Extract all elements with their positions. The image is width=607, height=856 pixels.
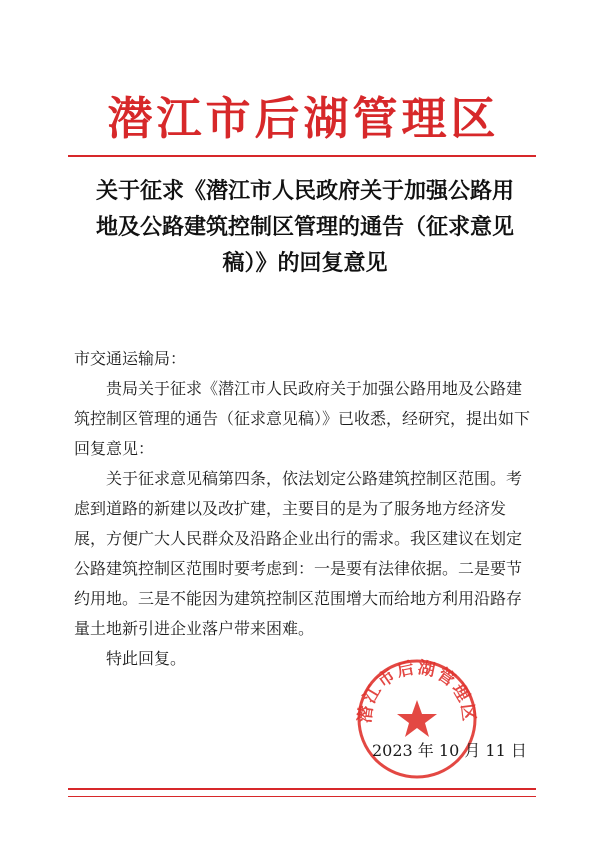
header-divider xyxy=(68,155,536,157)
title-line: 地及公路建筑控制区管理的通告（征求意见 xyxy=(95,215,514,240)
document-body xyxy=(74,344,534,674)
footer-divider-thin xyxy=(68,796,536,797)
title-line: 稿）》的回复意见 xyxy=(222,251,388,276)
addressee: 市交通运输局： xyxy=(74,349,187,368)
closing-remark: 特此回复。 xyxy=(106,649,187,668)
svg-text:潜江市后湖管理区: 潜江市后湖管理区 xyxy=(355,658,479,725)
document-date: 2023 年 10 月 11 日 xyxy=(372,741,527,760)
footer-divider xyxy=(68,788,536,790)
org-header-title: 潜江市后湖管理区 xyxy=(107,92,500,145)
document-title xyxy=(60,174,550,282)
paragraph-intro: 贵局关于征求《潜江市人民政府关于加强公路用地及公路建筑控制区管理的通告（征求意见稿）》已收悉，经研究，提出如下回复意见： xyxy=(74,379,531,458)
paragraph-opinion: 关于征求意见稿第四条，依法划定公路建筑控制区范围。考虑到道路的新建以及改扩建，主要目的是为了服务地方经济发展，方便广大人民群众及沿路企业出行的需求。我区建议在划定公路建筑控制区范围时要考虑到：一是要有法律依据。二是要节约用地。三是不能因为建筑控制区范围增大而给地方利用沿路存量土地新引进企业落户带来困难。 xyxy=(74,469,523,638)
title-line: 关于征求《潜江市人民政府关于加强公路用 xyxy=(95,179,514,204)
seal-star-icon xyxy=(397,700,437,737)
official-seal xyxy=(354,656,480,782)
